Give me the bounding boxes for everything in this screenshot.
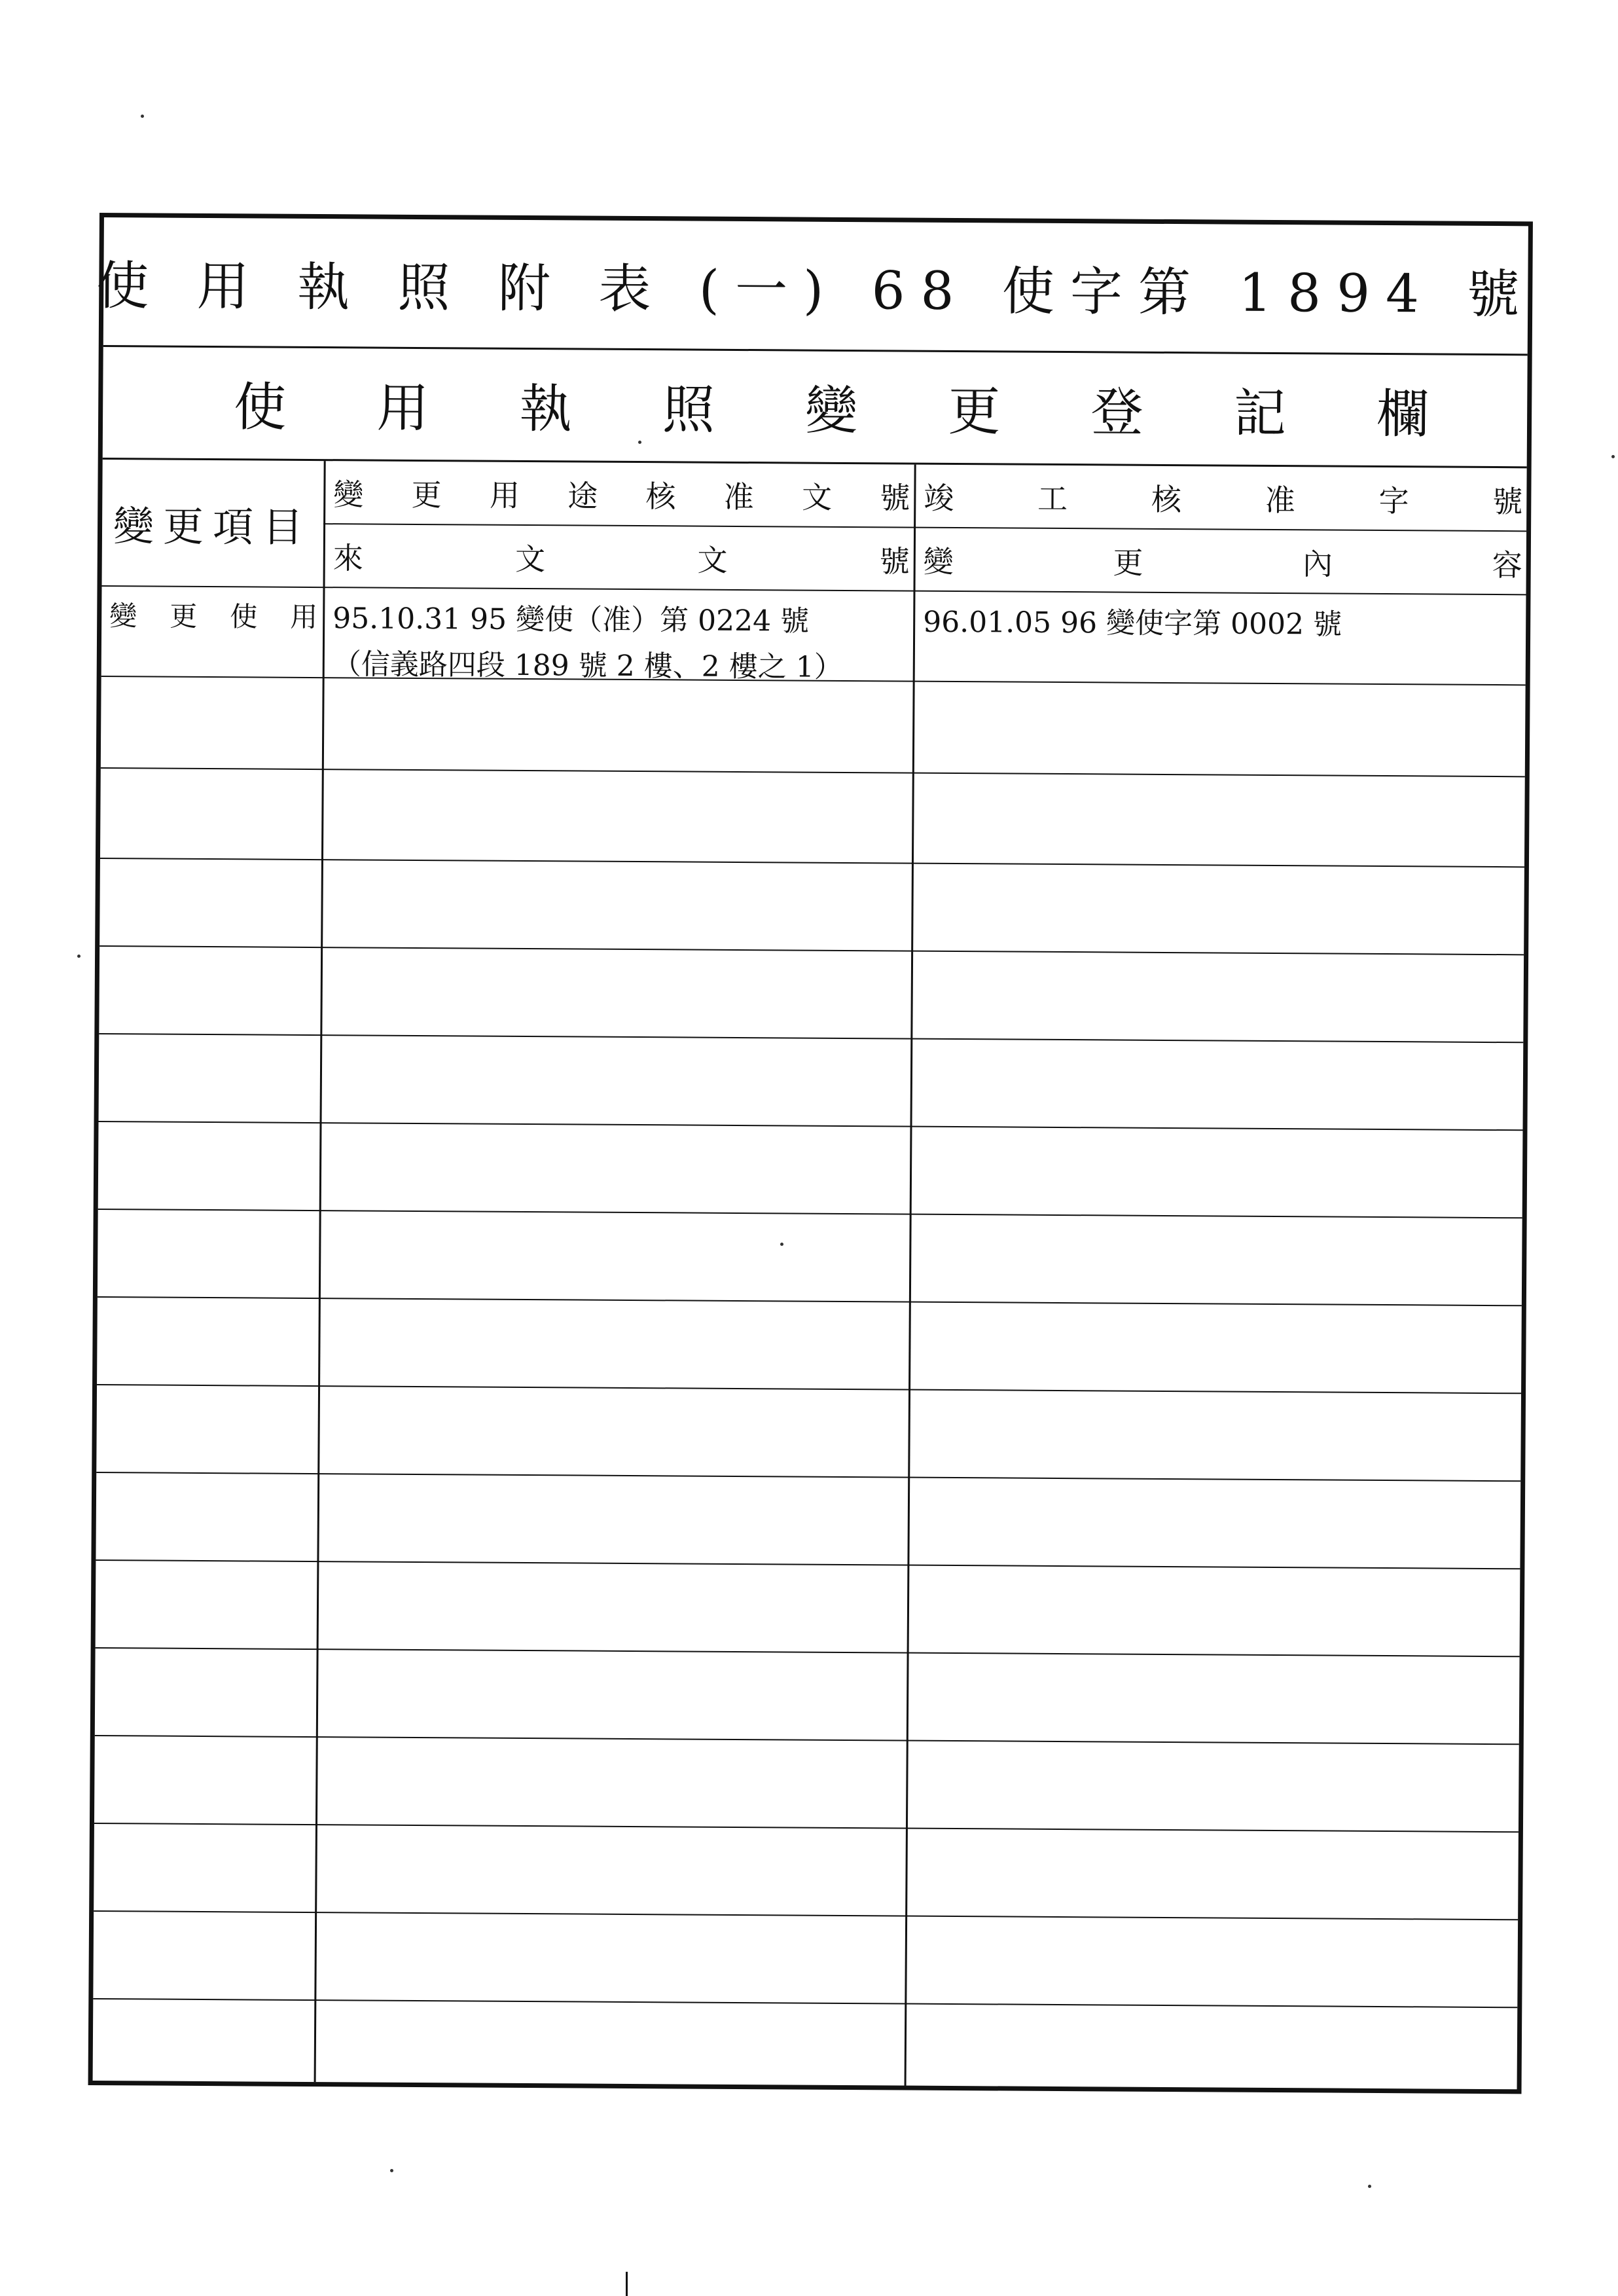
subtitle-char: 執 — [519, 378, 572, 439]
item-char: 更 — [170, 600, 198, 632]
header-char: 用 — [489, 477, 520, 513]
header-char: 字 — [1378, 483, 1409, 519]
header-char: 更 — [411, 477, 442, 513]
row-line — [93, 1998, 1517, 2008]
row-line — [99, 1033, 1523, 1043]
header-char: 竣 — [924, 480, 954, 516]
scan-speck — [638, 441, 641, 444]
header-char: 核 — [1151, 481, 1182, 517]
row-line — [100, 858, 1524, 867]
form-title: 使 用 執 照 附 表 (一) 68 使字第 1894 號 — [96, 255, 1536, 325]
row-line — [94, 1910, 1518, 1920]
subtitle-char: 欄 — [1376, 383, 1429, 445]
row-1-completion-approval — [915, 592, 1526, 685]
row-1-approval-doc — [325, 588, 914, 684]
row-line — [97, 1384, 1521, 1394]
scan-speck — [780, 1243, 783, 1246]
scan-speck — [1611, 455, 1615, 458]
header-char: 工 — [1037, 481, 1068, 517]
header-char: 來 — [333, 539, 363, 575]
form-sheet — [88, 213, 1536, 2094]
approval-doc-number: 95.10.31 95 變使（准）第 0224 號 — [333, 602, 810, 638]
row-line — [99, 1121, 1523, 1131]
header-char: 准 — [1265, 482, 1295, 518]
header-char: 文 — [801, 479, 833, 515]
subtitle-char: 變 — [804, 380, 858, 441]
row-line — [98, 1296, 1522, 1306]
header-change-content — [916, 528, 1527, 594]
header-incoming-doc-no — [325, 524, 914, 590]
scan-edge-mark — [626, 2272, 628, 2296]
subtitle-char: 更 — [948, 380, 1001, 442]
subtitle-char: 使 — [233, 376, 287, 438]
scan-speck — [1368, 2185, 1371, 2188]
subtitle-char: 記 — [1233, 382, 1287, 444]
row-line — [99, 945, 1524, 955]
header-char: 核 — [645, 478, 676, 514]
scan-speck — [390, 2169, 393, 2172]
completion-approval-number: 96.01.05 96 變使字第 0002 號 — [923, 605, 1342, 642]
column-divider — [905, 465, 916, 2086]
header-approval-doc-no — [325, 461, 914, 526]
approval-doc-address: （信義路四段 189 號 2 樓、2 樓之 1） — [332, 647, 843, 684]
form-title-row — [96, 217, 1536, 355]
scan-speck — [141, 115, 144, 118]
form-subtitle-row — [103, 345, 1528, 468]
header-char: 號 — [1492, 483, 1523, 519]
row-line — [96, 1472, 1520, 1482]
item-char: 用 — [290, 600, 318, 634]
item-char: 使 — [230, 600, 258, 633]
header-char: 容 — [1492, 547, 1522, 583]
row-line — [96, 1647, 1520, 1657]
subtitle-char: 用 — [376, 377, 429, 439]
subtitle-char: 登 — [1090, 381, 1143, 443]
row-line — [96, 1559, 1520, 1569]
header-char: 變 — [923, 543, 954, 579]
column-divider — [314, 461, 326, 2082]
change-register-table — [93, 460, 1527, 2089]
header-char: 途 — [567, 477, 598, 514]
subtitle-char: 照 — [662, 378, 715, 441]
header-char: 文 — [697, 542, 728, 578]
row-line — [95, 1735, 1519, 1745]
header-change-item: 變更項目 — [113, 501, 313, 551]
header-char: 文 — [514, 541, 546, 577]
header-char: 變 — [333, 476, 364, 512]
row-line — [98, 1209, 1522, 1218]
row-line — [101, 767, 1525, 777]
row-1-change-item — [101, 587, 323, 677]
scan-speck — [77, 955, 81, 958]
header-char: 准 — [723, 479, 754, 515]
header-char: 號 — [880, 479, 910, 516]
header-char: 內 — [1302, 545, 1333, 582]
item-char: 變 — [109, 600, 137, 632]
header-char: 號 — [879, 543, 910, 579]
header-char: 更 — [1113, 544, 1143, 581]
row-line — [94, 1823, 1519, 1832]
header-completion-approval-no — [916, 465, 1527, 531]
